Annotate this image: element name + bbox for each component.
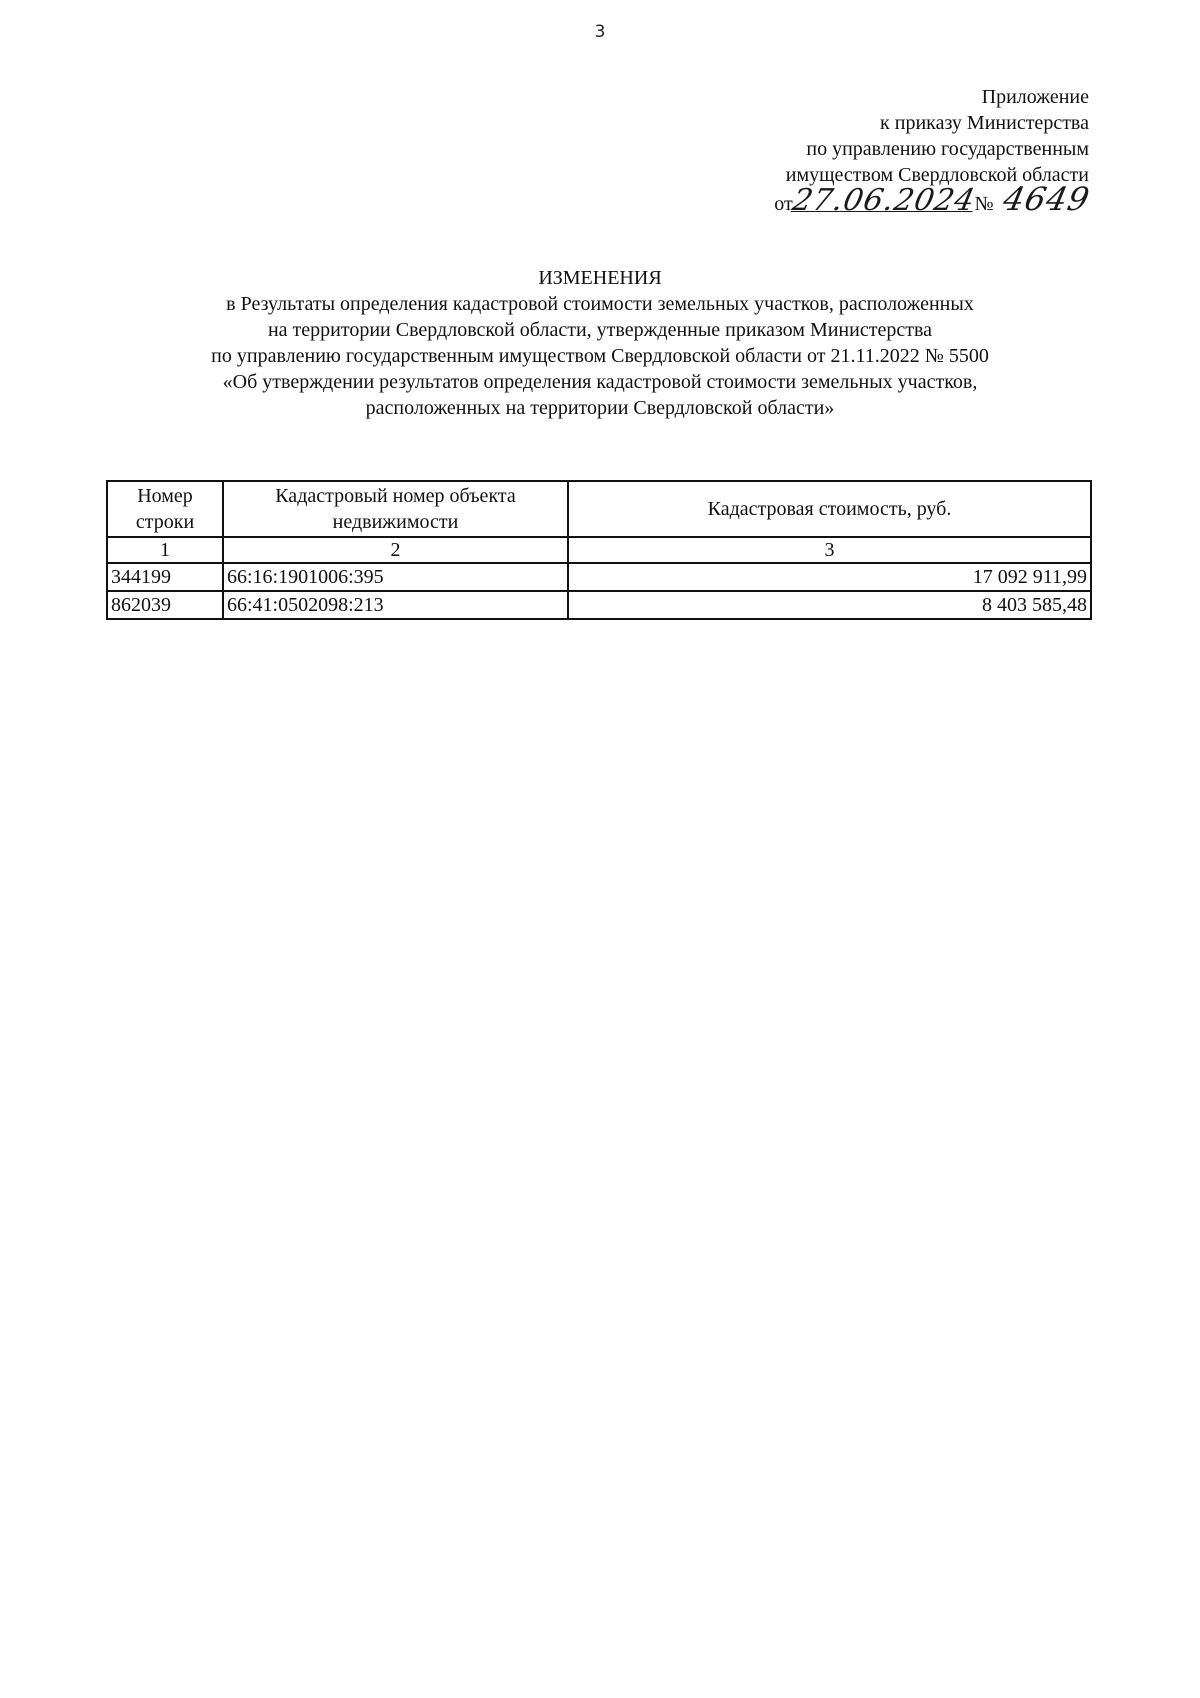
cadastral-value-cell: 8 403 585,48: [568, 591, 1091, 619]
table-header-row: [107, 481, 1091, 537]
title-line: «Об утверждении результатов определения кадастровой стоимости земельных участков,: [222, 371, 978, 393]
document-title: [0, 265, 1200, 421]
column-number: 1: [107, 537, 223, 563]
appendix-line: к приказу Министерства: [880, 112, 1089, 134]
header-cadastral-number: [223, 481, 568, 537]
title-line: по управлению государственным имуществом Свердловской области от 21.11.2022 № 5500: [211, 345, 989, 367]
column-number: 2: [223, 537, 568, 563]
header-text: Кадастровый номер объекта: [275, 485, 516, 507]
number-sign: №: [974, 193, 994, 215]
table-row: [107, 563, 1091, 591]
date-prefix: от: [774, 193, 793, 215]
appendix-line: имуществом Свердловской области: [785, 164, 1089, 186]
table-row: [107, 591, 1091, 619]
header-cadastral-value: Кадастровая стоимость, руб.: [568, 481, 1091, 537]
header-text: недвижимости: [332, 511, 459, 533]
cadastral-value-cell: 17 092 911,99: [568, 563, 1091, 591]
column-numbers-row: [107, 537, 1091, 563]
page-number: 3: [594, 22, 606, 42]
title-line: на территории Свердловской области, утвержденные приказом Министерства: [267, 319, 933, 341]
title-line: в Результаты определения кадастровой стоимости земельных участков, расположенных: [226, 293, 974, 315]
appendix-line: Приложение: [981, 86, 1089, 108]
row-number-cell: 862039: [107, 591, 223, 619]
appendix-line: по управлению государственным: [806, 138, 1089, 160]
row-number-cell: 344199: [107, 563, 223, 591]
title-heading: ИЗМЕНЕНИЯ: [538, 267, 662, 289]
cadastral-number-cell: 66:41:0502098:213: [223, 591, 568, 619]
cadastral-value-table: [106, 480, 1092, 620]
handwritten-order-number: 4649: [999, 180, 1094, 218]
cadastral-number-cell: 66:16:1901006:395: [223, 563, 568, 591]
order-date-line: [774, 180, 1094, 218]
handwritten-date: 27.06.2024: [789, 183, 979, 218]
title-line: расположенных на территории Свердловской области»: [365, 397, 835, 419]
column-number: 3: [568, 537, 1091, 563]
header-text: Номер: [137, 485, 193, 507]
appendix-block: [774, 84, 1094, 218]
header-row-number: [107, 481, 223, 537]
header-text: строки: [135, 511, 195, 533]
